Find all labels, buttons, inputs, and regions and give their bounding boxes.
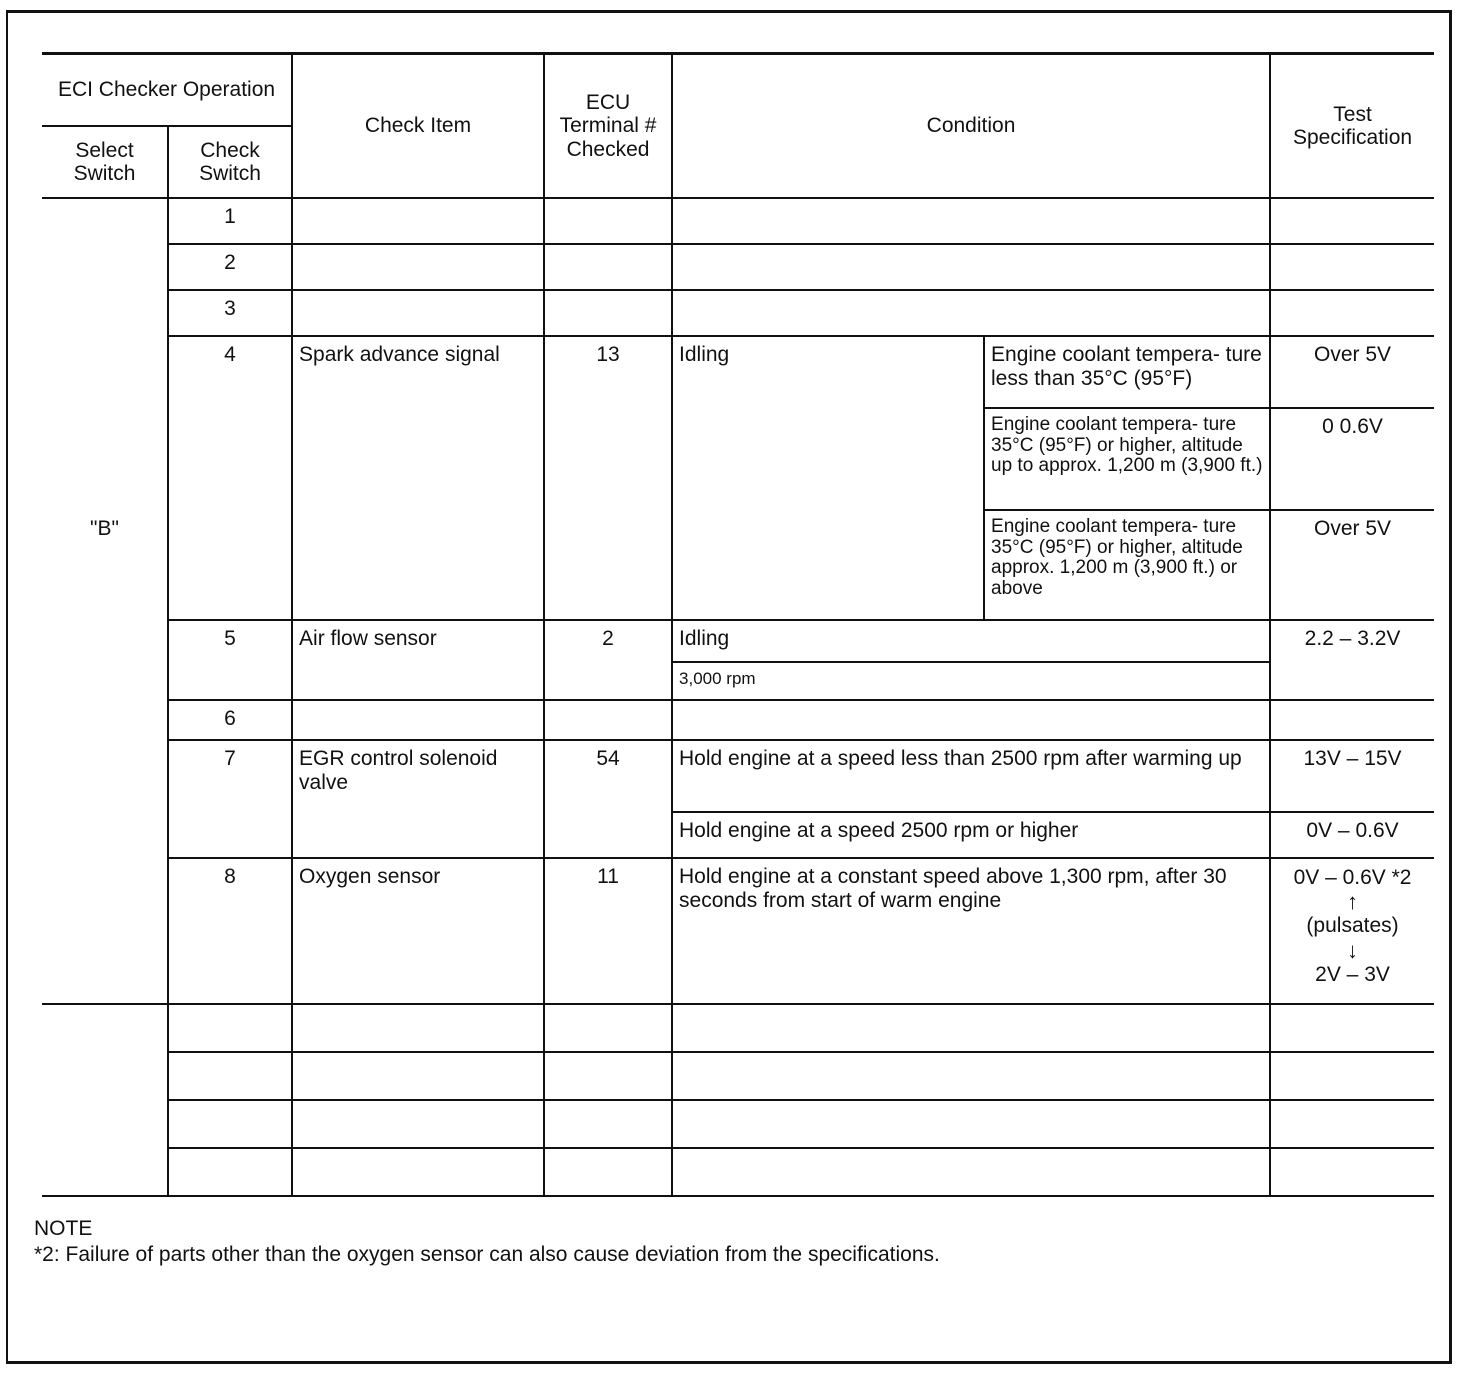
table-row bbox=[42, 740, 1434, 812]
check-switch-number: 4 bbox=[168, 336, 292, 620]
test-spec-value: Over 5V bbox=[1270, 336, 1434, 408]
check-item-cell bbox=[292, 1148, 544, 1196]
condition-idling: Idling bbox=[672, 620, 1270, 662]
ecu-terminal-cell bbox=[544, 1052, 672, 1100]
arrow-down-icon: ↓ bbox=[1347, 937, 1359, 963]
check-item-egr-solenoid: EGR control solenoid valve bbox=[292, 740, 544, 858]
ecu-terminal-11: 11 bbox=[544, 858, 672, 1004]
test-spec-cell bbox=[1270, 700, 1434, 740]
spec-low: 0V – 0.6V *2 bbox=[1293, 866, 1412, 889]
check-switch-header: Check Switch bbox=[168, 126, 292, 198]
table-row bbox=[42, 1100, 1434, 1148]
table-row bbox=[42, 1052, 1434, 1100]
test-spec-oxygen bbox=[1270, 858, 1434, 1004]
test-specification-header: Test Specification bbox=[1270, 54, 1434, 199]
table-row bbox=[42, 858, 1434, 1004]
ecu-terminal-13: 13 bbox=[544, 336, 672, 620]
select-switch-spacer bbox=[42, 1004, 168, 1052]
test-spec-cell bbox=[1270, 1100, 1434, 1148]
test-spec-cell bbox=[1270, 198, 1434, 244]
check-item-cell bbox=[292, 1100, 544, 1148]
table-row bbox=[42, 1148, 1434, 1196]
condition-cell bbox=[672, 1052, 1270, 1100]
check-switch-number: 8 bbox=[168, 858, 292, 1004]
note-section bbox=[34, 1216, 940, 1269]
check-item-cell bbox=[292, 700, 544, 740]
condition-cell bbox=[672, 198, 1270, 244]
check-switch-cell bbox=[168, 1052, 292, 1100]
check-switch-cell bbox=[168, 1100, 292, 1148]
check-item-air-flow-sensor: Air flow sensor bbox=[292, 620, 544, 700]
test-spec-value: 0V – 0.6V bbox=[1270, 812, 1434, 858]
condition-cell bbox=[672, 700, 1270, 740]
select-switch-spacer bbox=[42, 1052, 168, 1100]
check-item-cell bbox=[292, 1004, 544, 1052]
eci-checker-operation-header: ECI Checker Operation bbox=[42, 54, 292, 127]
condition-cell bbox=[672, 290, 1270, 336]
check-switch-number: 5 bbox=[168, 620, 292, 700]
table-row bbox=[42, 244, 1434, 290]
table-row bbox=[42, 336, 1434, 408]
table-row bbox=[42, 1004, 1434, 1052]
sub-condition: Engine coolant tempera- ture 35°C (95°F) or higher, altitude up to approx. 1,200 m (3,900 ft.) bbox=[984, 408, 1270, 510]
test-spec-value: 0 0.6V bbox=[1270, 408, 1434, 510]
check-item-spark-advance: Spark advance signal bbox=[292, 336, 544, 620]
test-spec-value: 13V – 15V bbox=[1270, 740, 1434, 812]
condition-cell bbox=[672, 1148, 1270, 1196]
check-item-cell bbox=[292, 244, 544, 290]
ecu-terminal-cell bbox=[544, 700, 672, 740]
check-switch-number: 7 bbox=[168, 740, 292, 858]
condition-idling: Idling bbox=[672, 336, 984, 620]
ecu-terminal-cell bbox=[544, 198, 672, 244]
check-item-cell bbox=[292, 290, 544, 336]
sub-condition: Engine coolant tempera- ture less than 35°C (95°F) bbox=[984, 336, 1270, 408]
check-switch-cell bbox=[168, 1148, 292, 1196]
test-spec-value: 2.2 – 3.2V bbox=[1270, 620, 1434, 700]
ecu-terminal-cell bbox=[544, 1148, 672, 1196]
check-switch-number: 2 bbox=[168, 244, 292, 290]
check-switch-number: 6 bbox=[168, 700, 292, 740]
check-item-cell bbox=[292, 198, 544, 244]
ecu-terminal-cell bbox=[544, 1100, 672, 1148]
ecu-terminal-cell bbox=[544, 244, 672, 290]
ecu-terminal-header: ECU Terminal # Checked bbox=[544, 54, 672, 199]
pulsates-label: (pulsates) bbox=[1306, 914, 1399, 938]
condition-cell bbox=[672, 1100, 1270, 1148]
select-switch-spacer bbox=[42, 858, 168, 1004]
ecu-terminal-cell bbox=[544, 290, 672, 336]
condition-3000-rpm: 3,000 rpm bbox=[672, 662, 1270, 700]
table-row bbox=[42, 290, 1434, 336]
note-text: *2: Failure of parts other than the oxygen sensor can also cause deviation from the specifications. bbox=[34, 1243, 940, 1267]
test-spec-value: Over 5V bbox=[1270, 510, 1434, 620]
check-item-cell bbox=[292, 1052, 544, 1100]
note-title: NOTE bbox=[34, 1217, 93, 1240]
page-frame-left bbox=[6, 10, 8, 1364]
table-row bbox=[42, 198, 1434, 244]
arrow-up-icon: ↑ bbox=[1347, 889, 1359, 915]
test-spec-cell bbox=[1270, 1052, 1434, 1100]
ecu-terminal-2: 2 bbox=[544, 620, 672, 700]
condition-2500-or-higher: Hold engine at a speed 2500 rpm or higher bbox=[672, 812, 1270, 858]
condition-header: Condition bbox=[672, 54, 1270, 199]
select-switch-header: Select Switch bbox=[42, 126, 168, 198]
select-switch-spacer bbox=[42, 1148, 168, 1196]
eci-checker-table bbox=[42, 52, 1434, 1197]
spec-high: 2V – 3V bbox=[1315, 962, 1390, 986]
check-item-oxygen-sensor: Oxygen sensor bbox=[292, 858, 544, 1004]
check-switch-cell bbox=[168, 1004, 292, 1052]
condition-cell bbox=[672, 1004, 1270, 1052]
test-spec-cell bbox=[1270, 244, 1434, 290]
table-row bbox=[42, 620, 1434, 662]
table-row bbox=[42, 700, 1434, 740]
select-switch-value: "B" bbox=[42, 198, 168, 858]
condition-cell bbox=[672, 244, 1270, 290]
check-item-header: Check Item bbox=[292, 54, 544, 199]
test-spec-cell bbox=[1270, 1004, 1434, 1052]
test-spec-cell bbox=[1270, 290, 1434, 336]
check-switch-number: 1 bbox=[168, 198, 292, 244]
test-spec-cell bbox=[1270, 1148, 1434, 1196]
select-switch-spacer bbox=[42, 1100, 168, 1148]
sub-condition: Engine coolant tempera- ture 35°C (95°F) or higher, altitude approx. 1,200 m (3,900 ft.) or above bbox=[984, 510, 1270, 620]
ecu-terminal-cell bbox=[544, 1004, 672, 1052]
check-switch-number: 3 bbox=[168, 290, 292, 336]
condition-constant-speed: Hold engine at a constant speed above 1,300 rpm, after 30 seconds from start of warm engine bbox=[672, 858, 1270, 1004]
condition-below-2500: Hold engine at a speed less than 2500 rpm after warming up bbox=[672, 740, 1270, 812]
ecu-terminal-54: 54 bbox=[544, 740, 672, 858]
